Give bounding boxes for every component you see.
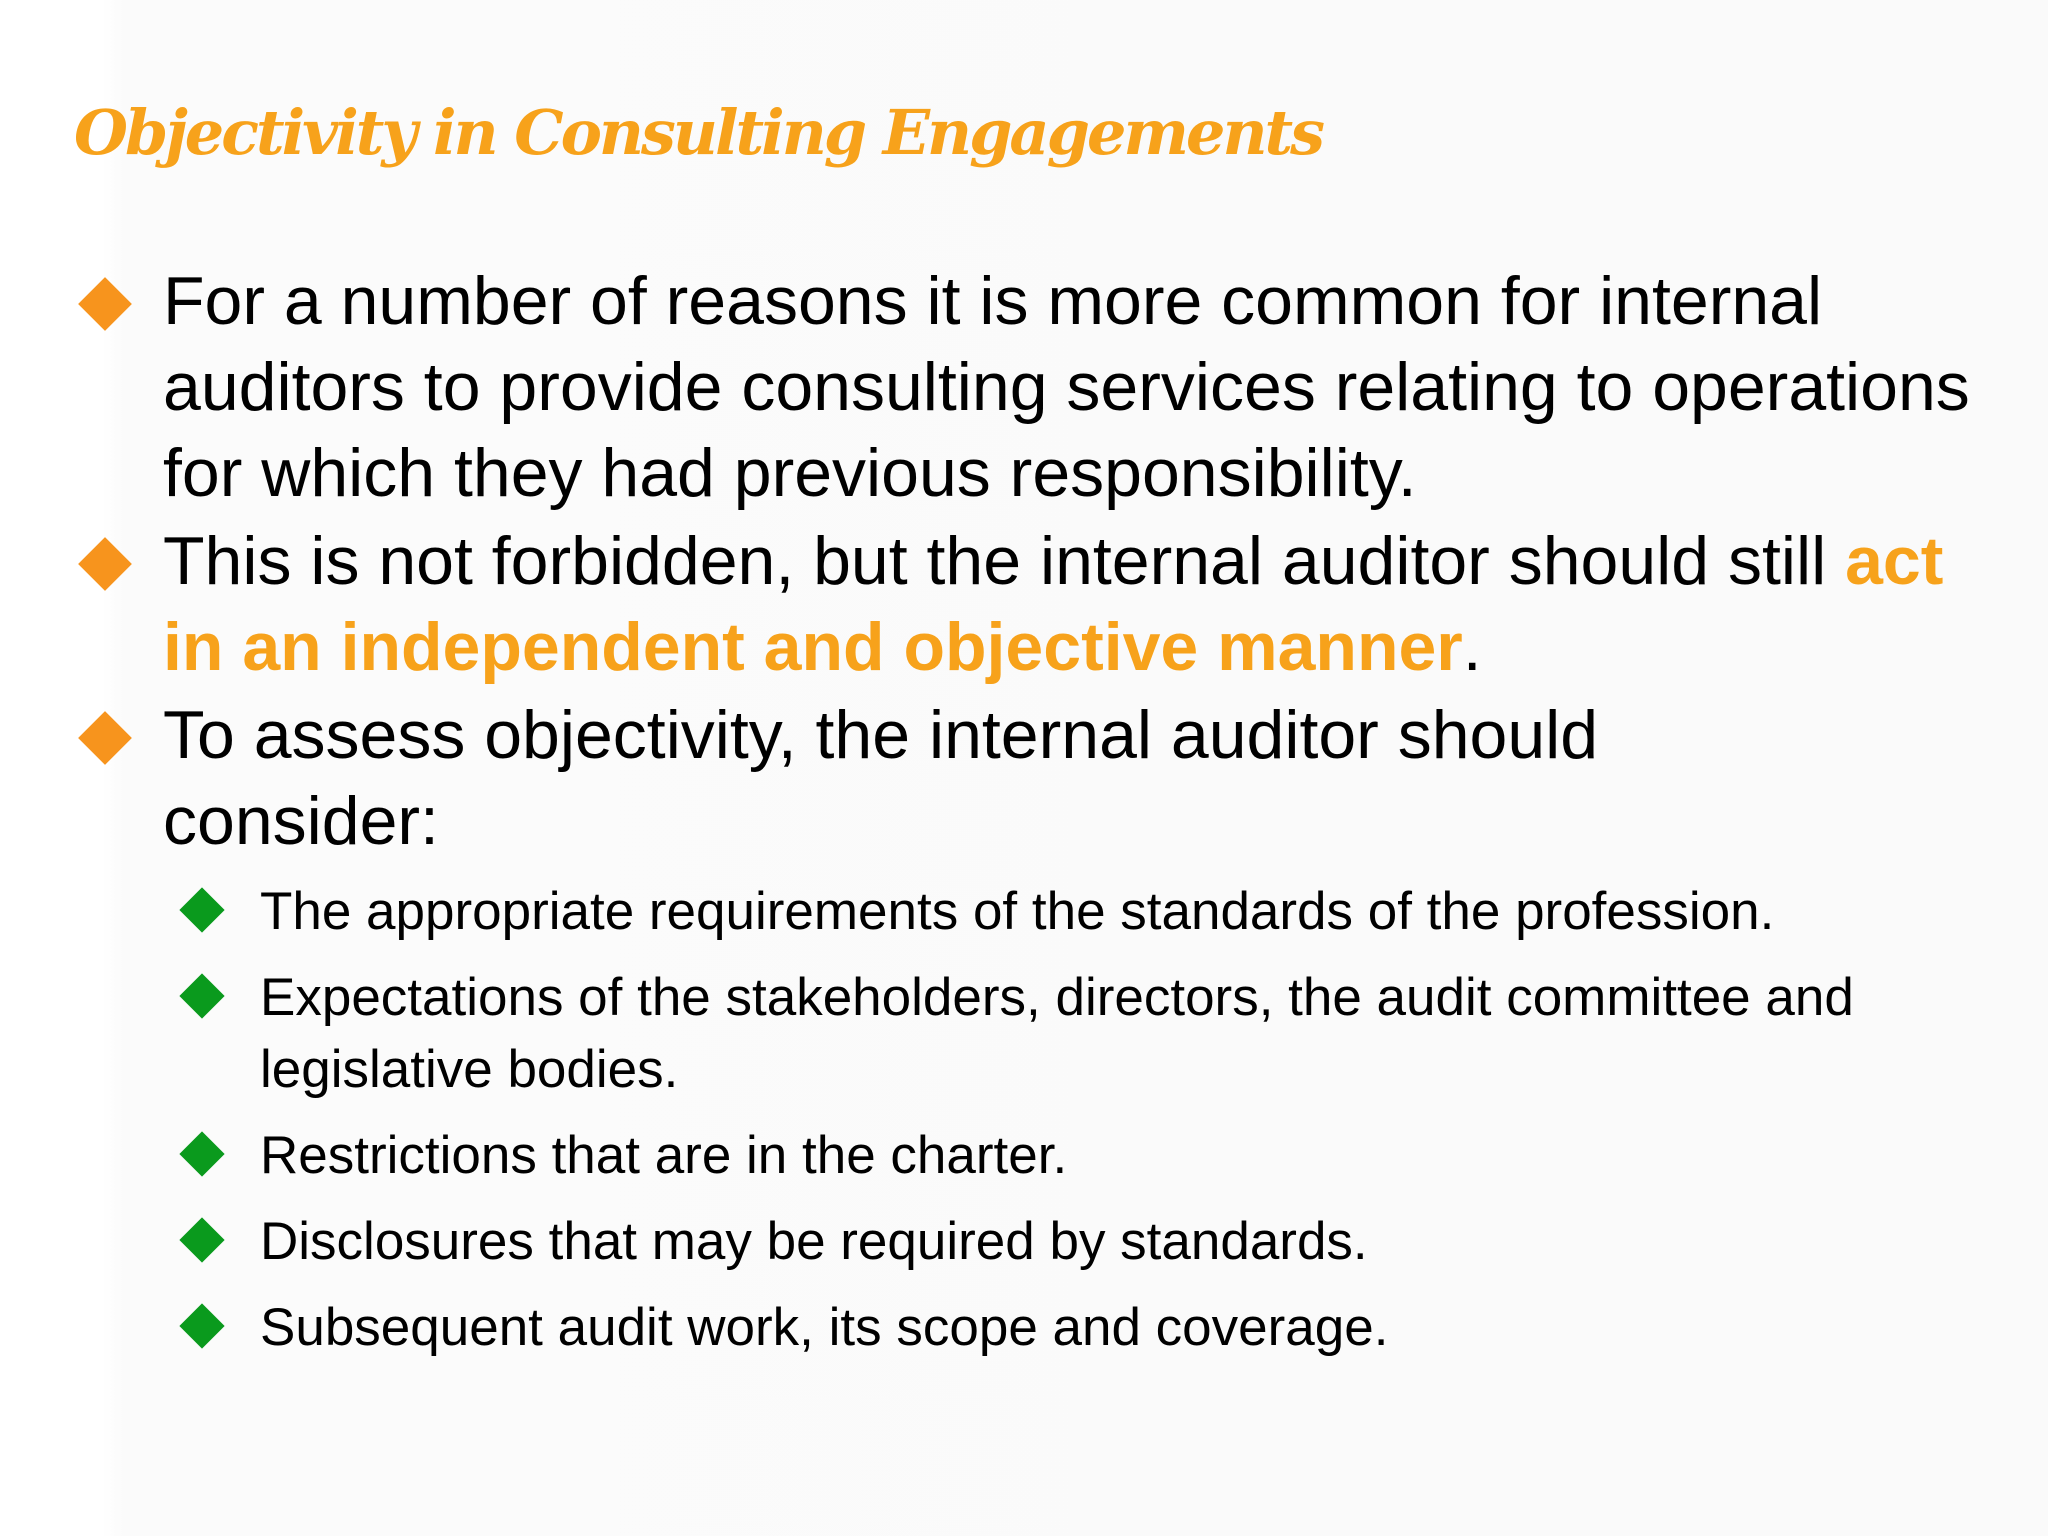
green-diamond-bullet-icon [179,1217,224,1262]
sub-bullet-item [178,1206,2008,1278]
sub-bullet-text: Expectations of the stakeholders, directors, the audit committee and legislative bodies. [260,968,1854,1099]
green-diamond-bullet-icon [179,973,224,1018]
bullet-highlight: act in an independent and objective manner [163,523,1944,685]
sub-bullet-text: Restrictions that are in the charter. [260,1126,1068,1185]
bullet-text: This is not forbidden, but the internal auditor should still [163,523,1846,599]
sub-bullet-list [78,876,2008,1364]
sub-bullet-text: The appropriate requirements of the standards of the profession. [260,882,1775,941]
bullet-item [78,692,1803,864]
sub-bullet-item [178,1120,2008,1192]
bullet-item [78,518,2003,690]
orange-diamond-bullet-icon [78,711,132,765]
sub-bullet-item [178,876,2008,948]
sub-bullet-text: Subsequent audit work, its scope and coverage. [260,1298,1389,1357]
orange-diamond-bullet-icon [78,537,132,591]
bullet-list [78,258,2008,1378]
orange-diamond-bullet-icon [78,277,132,331]
green-diamond-bullet-icon [179,1131,224,1176]
bullet-text-end: . [1462,609,1482,685]
green-diamond-bullet-icon [179,887,224,932]
bullet-item [78,258,2003,516]
bullet-text: For a number of reasons it is more common for internal auditors to provide consulting services relating to operations for which they had previous responsibility. [163,263,1970,511]
sub-bullet-item [178,962,1980,1106]
green-diamond-bullet-icon [179,1303,224,1348]
bullet-text: To assess objectivity, the internal auditor should consider: [163,697,1599,859]
sub-bullet-text: Disclosures that may be required by standards. [260,1212,1368,1271]
sub-bullet-item [178,1292,2008,1364]
slide-title: Objectivity in Consulting Engagements [74,96,1323,169]
